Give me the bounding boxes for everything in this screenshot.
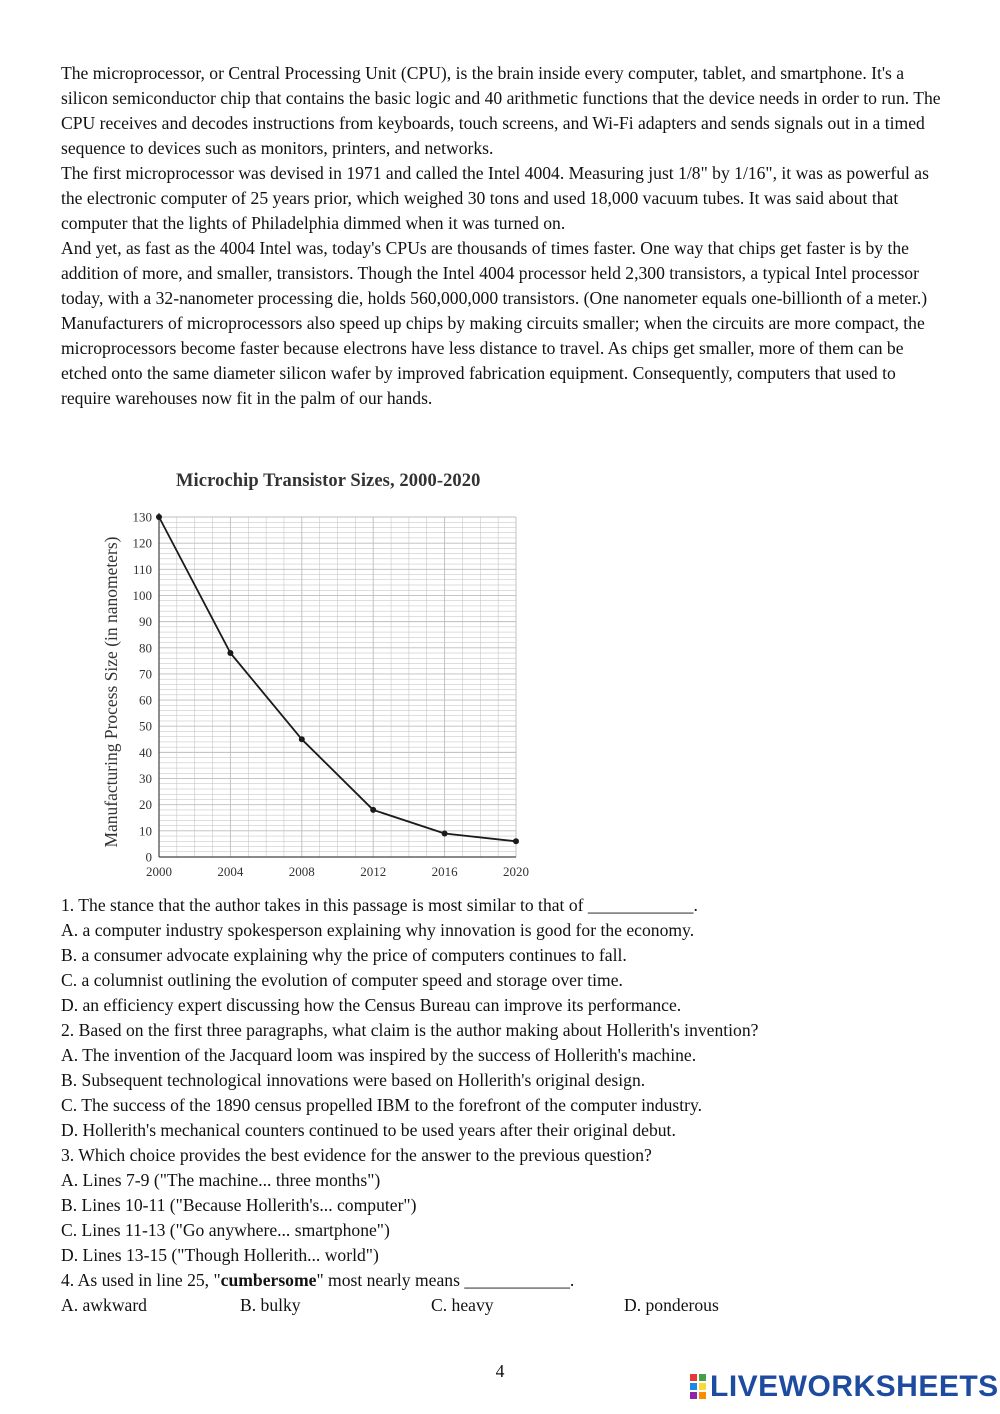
reading-passage (61, 61, 941, 411)
question-2-option-d[interactable]: D. Hollerith's mechanical counters continued to be used years after their original debut. (61, 1120, 676, 1140)
y-tick-label: 110 (132, 561, 152, 577)
chart-title: Microchip Transistor Sizes, 2000-2020 (176, 471, 481, 491)
x-tick-label: 2008 (288, 864, 315, 879)
question-4-option-c[interactable]: C. heavy (431, 1295, 494, 1315)
x-tick-label: 2020 (503, 864, 529, 879)
y-tick-label: 80 (139, 640, 152, 656)
question-1-option-c[interactable]: C. a columnist outlining the evolution of computer speed and storage over time. (61, 970, 623, 990)
y-tick-label: 130 (132, 509, 152, 525)
data-point (227, 650, 233, 656)
data-point (513, 838, 519, 844)
x-tick-label: 2016 (431, 864, 458, 879)
y-tick-label: 120 (132, 535, 152, 551)
y-axis-label: Manufacturing Process Size (in nanometers) (101, 536, 121, 848)
question-list (61, 893, 961, 1318)
y-tick-label: 70 (139, 666, 152, 682)
y-tick-label: 20 (139, 797, 152, 813)
page-number: 4 (495, 1361, 505, 1381)
question-1-option-b[interactable]: B. a consumer advocate explaining why the price of computers continues to fall. (61, 945, 627, 965)
question-4-option-a[interactable]: A. awkward (61, 1295, 147, 1315)
passage-paragraph-1: The microprocessor, or Central Processing Unit (CPU), is the brain inside every computer, tablet, and smartphone. It's a silicon semiconductor chip that contains the basic logic and 40 arithmetic functions that the device needs in order to run. The CPU receives and decodes instructions from keyboards, touch screens, and Wi-Fi adapters and sends signals out in a timed sequence to devices such as monitors, printers, and networks. (61, 63, 941, 158)
question-4-options (61, 1293, 961, 1318)
question-4-stem-suffix: " most nearly means ____________. (316, 1270, 575, 1290)
question-2-stem: 2. Based on the first three paragraphs, what claim is the author making about Hollerith's invention? (61, 1020, 759, 1040)
data-point (442, 830, 448, 836)
y-tick-label: 50 (139, 718, 152, 734)
y-tick-label: 60 (139, 692, 152, 708)
passage-paragraph-2: The first microprocessor was devised in 1971 and called the Intel 4004. Measuring just 1/8" by 1/16", it was as powerful as the electronic computer of 25 years prior, which weighed 30 tons and used 18,000 vacuum tubes. It was said about that computer that the lights of Philadelphia dimmed when it was turned on. (61, 163, 929, 233)
question-4-option-d[interactable]: D. ponderous (624, 1295, 719, 1315)
question-3-option-b[interactable]: B. Lines 10-11 ("Because Hollerith's... computer") (61, 1195, 417, 1215)
question-1-option-a[interactable]: A. a computer industry spokesperson explaining why innovation is good for the economy. (61, 920, 695, 940)
x-tick-label: 2012 (360, 864, 387, 879)
y-tick-label: 0 (145, 849, 152, 865)
y-tick-label: 30 (139, 771, 152, 787)
y-tick-label: 40 (139, 744, 152, 760)
question-3-stem: 3. Which choice provides the best evidence for the answer to the previous question? (61, 1145, 652, 1165)
y-tick-label: 100 (132, 587, 152, 603)
question-2-option-b[interactable]: B. Subsequent technological innovations were based on Hollerith's original design. (61, 1070, 646, 1090)
question-4-stem (61, 1268, 961, 1293)
question-1-stem: 1. The stance that the author takes in this passage is most similar to that of ____________. (61, 895, 698, 915)
question-1-option-d[interactable]: D. an efficiency expert discussing how the Census Bureau can improve its performance. (61, 995, 682, 1015)
transistor-size-line-chart (95, 498, 540, 883)
liveworksheets-logo-text: LIVEWORKSHEETS (710, 1370, 999, 1403)
question-4-keyword: cumbersome (220, 1270, 317, 1290)
data-point (156, 514, 162, 520)
liveworksheets-logo-icon (690, 1374, 706, 1400)
passage-paragraph-3: And yet, as fast as the 4004 Intel was, today's CPUs are thousands of times faster. One way that chips get faster is by the addition of more, and smaller, transistors. Though the Intel 4004 processor held 2,300 transistors, a typical Intel processor today, with a 32-nanometer processing die, holds 560,000,000 transistors. (One nanometer equals one-billionth of a meter.) Manufacturers of microprocessors also speed up chips by making circuits smaller; when the circuits are more compact, the microprocessors become faster because electrons have less distance to travel. As chips get smaller, more of them can be etched onto the same diameter silicon wafer by improved fabrication equipment. Consequently, computers that used to require warehouses now fit in the palm of our hands. (61, 238, 928, 408)
data-point (370, 807, 376, 813)
question-3-option-a[interactable]: A. Lines 7-9 ("The machine... three months") (61, 1170, 381, 1190)
x-tick-label: 2004 (217, 864, 244, 879)
question-4-option-b[interactable]: B. bulky (240, 1295, 301, 1315)
y-tick-label: 90 (139, 614, 152, 630)
question-3-option-d[interactable]: D. Lines 13-15 ("Though Hollerith... world") (61, 1245, 379, 1265)
question-2-option-a[interactable]: A. The invention of the Jacquard loom was inspired by the success of Hollerith's machine. (61, 1045, 697, 1065)
question-2-option-c[interactable]: C. The success of the 1890 census propelled IBM to the forefront of the computer industry. (61, 1095, 703, 1115)
x-tick-label: 2000 (146, 864, 172, 879)
liveworksheets-logo[interactable] (690, 1372, 999, 1402)
data-point (299, 736, 305, 742)
question-4-stem-prefix: 4. As used in line 25, " (61, 1270, 221, 1290)
y-tick-label: 10 (139, 823, 152, 839)
question-3-option-c[interactable]: C. Lines 11-13 ("Go anywhere... smartphone") (61, 1220, 390, 1240)
